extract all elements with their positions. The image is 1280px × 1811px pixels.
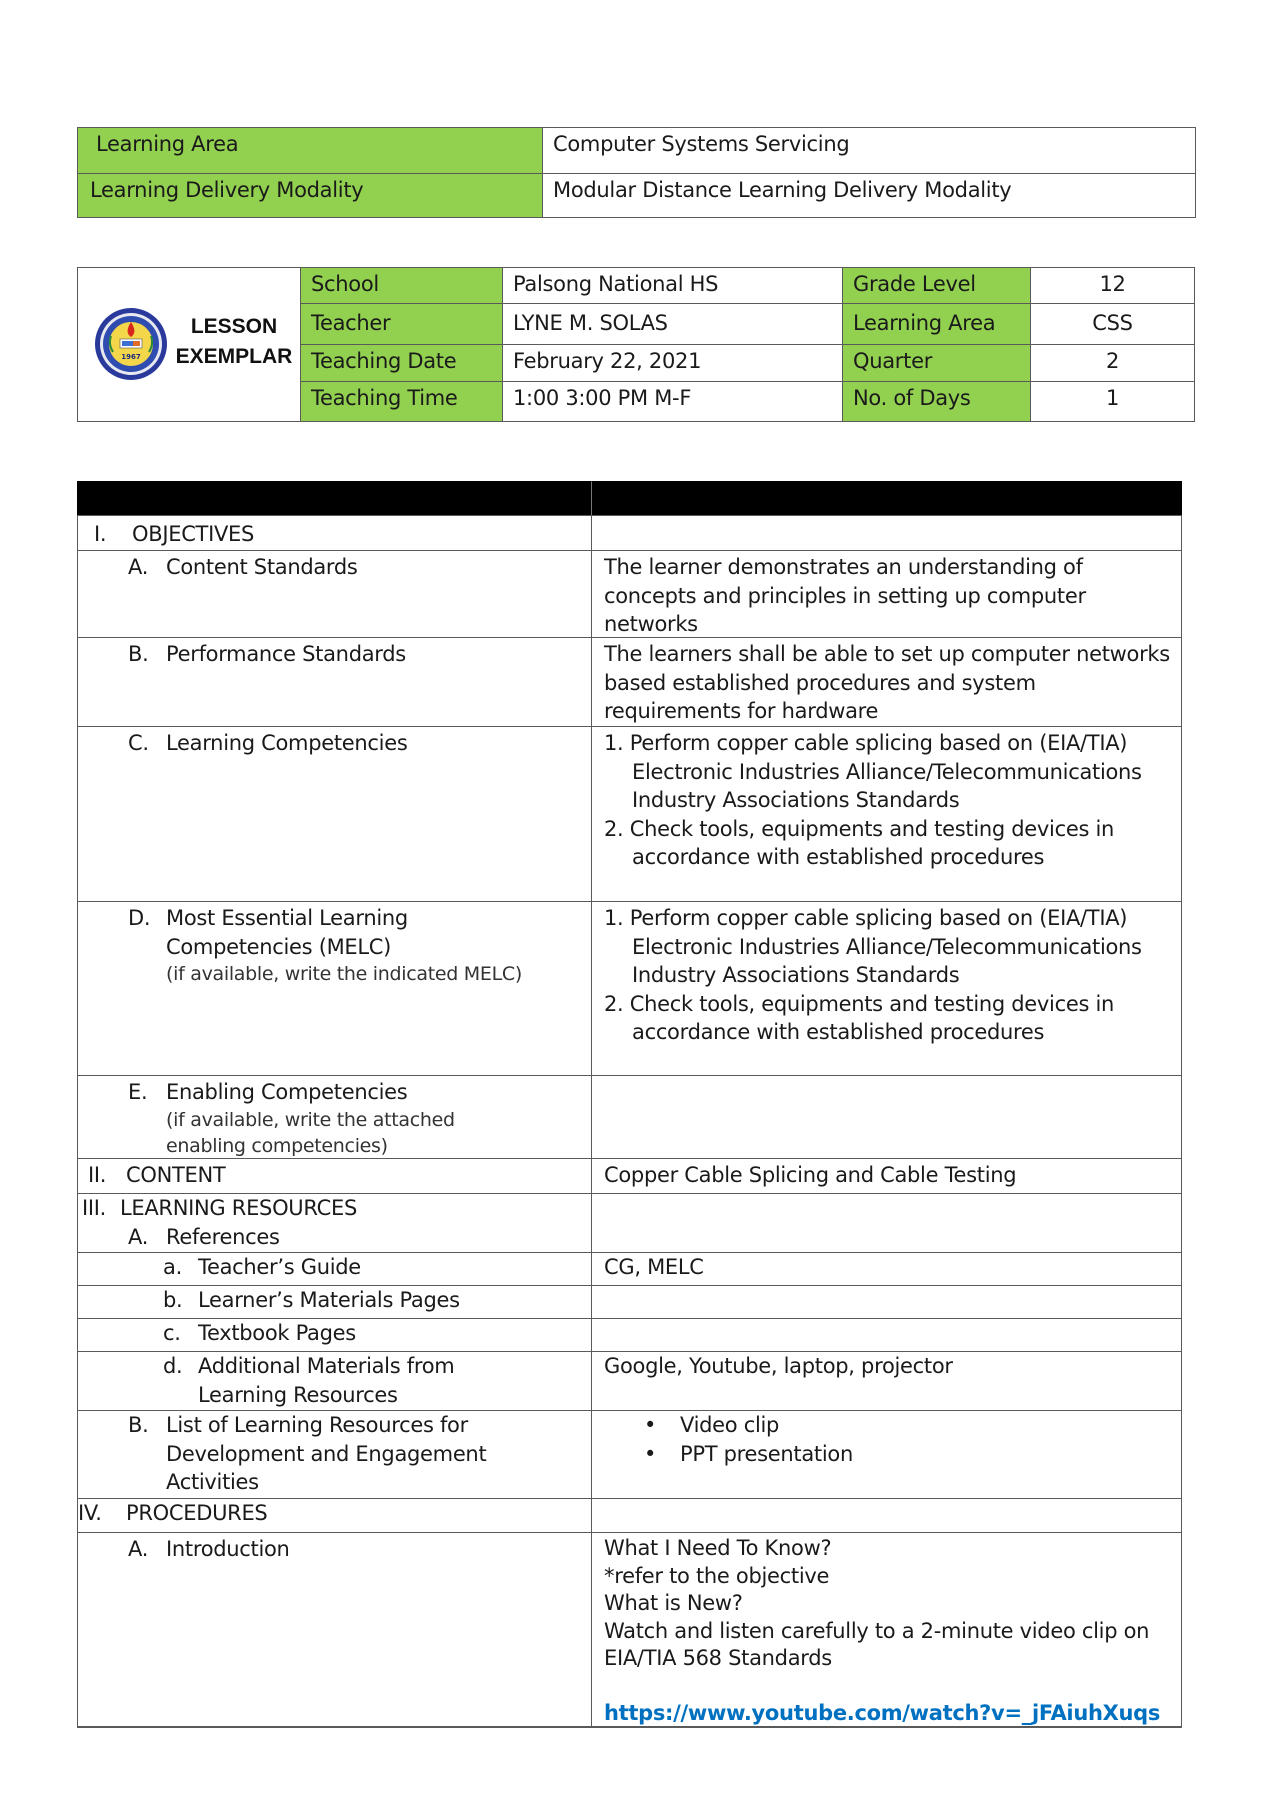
introduction-label-cell (77, 1532, 592, 1728)
quarter-value-cell (1030, 344, 1195, 382)
melc-label-cell (77, 901, 592, 1076)
learning-competencies-value-cell (591, 726, 1182, 902)
enabling-num: E. (128, 1080, 148, 1104)
list-resources-bullets (604, 1411, 1173, 1468)
teacher-value: LYNE M. SOLAS (513, 311, 668, 335)
textbook-label: Textbook Pages (198, 1321, 356, 1345)
learning-area-label: Learning Area (96, 132, 239, 156)
grade-level-value-cell (1030, 267, 1195, 304)
learners-materials-num: b. (163, 1288, 183, 1312)
list-resources-num: B. (128, 1413, 149, 1437)
teacher-label: Teacher (311, 311, 391, 335)
learning-area-short-value: CSS (1092, 311, 1133, 335)
learning-competencies-num: C. (128, 731, 149, 755)
introduction-num: A. (128, 1537, 149, 1561)
resource-bullet-item: • Video clip (644, 1411, 1173, 1440)
learners-materials-label: Learner’s Materials Pages (198, 1288, 460, 1312)
performance-standards-label: Performance Standards (166, 642, 406, 666)
learning-area-short-value-cell (1030, 303, 1195, 345)
teachers-guide-label: Teacher’s Guide (198, 1255, 361, 1279)
learning-area-value: Computer Systems Servicing (553, 132, 850, 156)
list-resources-value-cell (591, 1410, 1182, 1499)
learning-competency-item: 2. Check tools, equipments and testing devices in accordance with established procedures (604, 816, 1115, 869)
procedures-label-cell (77, 1498, 592, 1533)
intro-line-what-is-new: What is New? (604, 1591, 743, 1615)
melc-list (604, 904, 1173, 1047)
list-resources-label-line1: List of Learning Resources for (166, 1413, 468, 1437)
list-resources-label-line3: Activities (166, 1470, 259, 1494)
intro-line-watch-video: Watch and listen carefully to a 2-minute video clip on EIA/TIA 568 Standards (604, 1618, 1150, 1670)
school-label-cell (300, 267, 503, 304)
grade-level-label: Grade Level (853, 272, 976, 296)
introduction-value-cell (591, 1532, 1182, 1728)
content-num: II. (88, 1163, 107, 1187)
days-value-cell (1030, 381, 1195, 422)
melc-value-cell (591, 901, 1182, 1076)
melc-label-line1: Most Essential Learning (166, 906, 408, 930)
teacher-label-cell (300, 303, 503, 345)
teachers-guide-label-cell (77, 1252, 592, 1286)
enabling-value-cell (591, 1075, 1182, 1159)
days-label-cell (842, 381, 1031, 422)
learning-area-short-label: Learning Area (853, 311, 996, 335)
teachers-guide-value: CG, MELC (604, 1255, 704, 1279)
objectives-label: OBJECTIVES (132, 522, 255, 546)
teaching-date-value-cell (502, 344, 843, 382)
table-header-right (591, 481, 1182, 516)
content-label-cell (77, 1158, 592, 1194)
performance-standards-value: The learners shall be able to set up computer networks based established procedures and system requirements for hardware (604, 642, 1170, 723)
delivery-modality-value: Modular Distance Learning Delivery Modality (553, 178, 1012, 202)
svg-text:1967: 1967 (121, 353, 141, 361)
performance-standards-value-cell (591, 637, 1182, 727)
teaching-date-label-cell (300, 344, 503, 382)
teacher-value-cell (502, 303, 843, 345)
learning-competencies-label-cell (77, 726, 592, 902)
table-header-left (77, 481, 592, 516)
additional-materials-num: d. (163, 1354, 183, 1378)
learners-materials-value-cell (591, 1285, 1182, 1319)
delivery-modality-label-cell (77, 173, 543, 218)
learning-resources-value-cell (591, 1193, 1182, 1253)
procedures-value-cell (591, 1498, 1182, 1533)
intro-line-refer-objective: *refer to the objective (604, 1563, 830, 1588)
learning-competency-item: 1. Perform copper cable splicing based on (EIA/TIA) Electronic Industries Alliance/Telecommunications Industry Associations Standards (604, 731, 1142, 812)
references-label: References (166, 1224, 280, 1249)
melc-item: 2. Check tools, equipments and testing devices in accordance with established procedures (604, 991, 1115, 1044)
days-value: 1 (1105, 386, 1120, 410)
teaching-date-label: Teaching Date (311, 349, 457, 373)
school-value-cell (502, 267, 843, 304)
lesson-title-line2: EXEMPLAR (175, 345, 293, 368)
delivery-modality-value-cell (542, 173, 1196, 218)
objectives-row-label (77, 515, 592, 551)
school-label: School (311, 272, 379, 296)
school-seal-icon (93, 306, 169, 382)
intro-line-need-to-know: What I Need To Know? (604, 1536, 832, 1560)
additional-materials-value-cell (591, 1351, 1182, 1411)
teaching-time-value: 1:00 3:00 PM M-F (513, 386, 692, 410)
objectives-row-value (591, 515, 1182, 551)
additional-materials-label-cell (77, 1351, 592, 1411)
learning-area-label-cell (77, 127, 543, 174)
delivery-modality-label: Learning Delivery Modality (90, 178, 364, 202)
youtube-video-link[interactable]: https://www.youtube.com/watch?v=_jFAiuhXuqs (604, 1700, 1161, 1725)
melc-item: 1. Perform copper cable splicing based on (EIA/TIA) Electronic Industries Alliance/Telecommunications Industry Associations Standards (604, 906, 1142, 987)
teaching-date-value: February 22, 2021 (513, 349, 702, 373)
enabling-note-line1: (if available, write the attached (166, 1108, 455, 1131)
teachers-guide-num: a. (163, 1255, 182, 1279)
grade-level-label-cell (842, 267, 1031, 304)
teaching-time-value-cell (502, 381, 843, 422)
procedures-label: PROCEDURES (126, 1501, 268, 1525)
learners-materials-label-cell (77, 1285, 592, 1319)
learning-area-short-label-cell (842, 303, 1031, 345)
teaching-time-label: Teaching Time (311, 386, 458, 410)
learning-resources-num: III. (82, 1196, 107, 1220)
list-resources-label-cell (77, 1410, 592, 1499)
content-value: Copper Cable Splicing and Cable Testing (604, 1163, 1017, 1187)
content-standards-value-cell (591, 550, 1182, 638)
grade-level-value: 12 (1099, 272, 1126, 296)
melc-num: D. (128, 906, 151, 930)
learning-competencies-list (604, 729, 1173, 872)
quarter-label: Quarter (853, 349, 933, 373)
content-label: CONTENT (126, 1163, 226, 1187)
quarter-label-cell (842, 344, 1031, 382)
textbook-value-cell (591, 1318, 1182, 1352)
list-resources-label-line2: Development and Engagement (166, 1441, 487, 1466)
enabling-label-cell (77, 1075, 592, 1159)
performance-standards-label-cell (77, 637, 592, 727)
content-standards-label: Content Standards (166, 555, 358, 579)
learning-resources-label: LEARNING RESOURCES (120, 1196, 357, 1220)
learning-resources-label-cell (77, 1193, 592, 1253)
enabling-note-line2: enabling competencies) (166, 1134, 388, 1157)
school-value: Palsong National HS (513, 272, 719, 296)
content-standards-value: The learner demonstrates an understanding of concepts and principles in setting up computer networks (604, 555, 1086, 636)
content-standards-label-cell (77, 550, 592, 638)
textbook-label-cell (77, 1318, 592, 1352)
lesson-title-line1: LESSON (190, 315, 278, 338)
textbook-num: c. (163, 1321, 181, 1345)
procedures-num: IV. (78, 1501, 102, 1525)
melc-label-line2: Competencies (MELC) (166, 934, 392, 959)
introduction-label: Introduction (166, 1537, 290, 1561)
lesson-exemplar-cell (77, 267, 301, 422)
teachers-guide-value-cell (591, 1252, 1182, 1286)
references-num: A. (128, 1224, 149, 1249)
lesson-exemplar-title (168, 312, 300, 372)
objectives-num: I. (94, 522, 107, 546)
resource-bullet-item: • PPT presentation (644, 1440, 1173, 1469)
learning-area-value-cell (542, 127, 1196, 174)
content-value-cell (591, 1158, 1182, 1194)
teaching-time-label-cell (300, 381, 503, 422)
melc-note: (if available, write the indicated MELC) (166, 963, 522, 985)
enabling-label: Enabling Competencies (166, 1080, 408, 1104)
performance-standards-num: B. (128, 642, 149, 666)
days-label: No. of Days (853, 386, 971, 410)
additional-materials-label-line1: Additional Materials from (198, 1354, 455, 1378)
additional-materials-value: Google, Youtube, laptop, projector (604, 1354, 953, 1378)
additional-materials-label-line2: Learning Resources (198, 1382, 398, 1407)
quarter-value: 2 (1105, 349, 1120, 373)
content-standards-num: A. (128, 555, 149, 579)
learning-competencies-label: Learning Competencies (166, 731, 408, 755)
